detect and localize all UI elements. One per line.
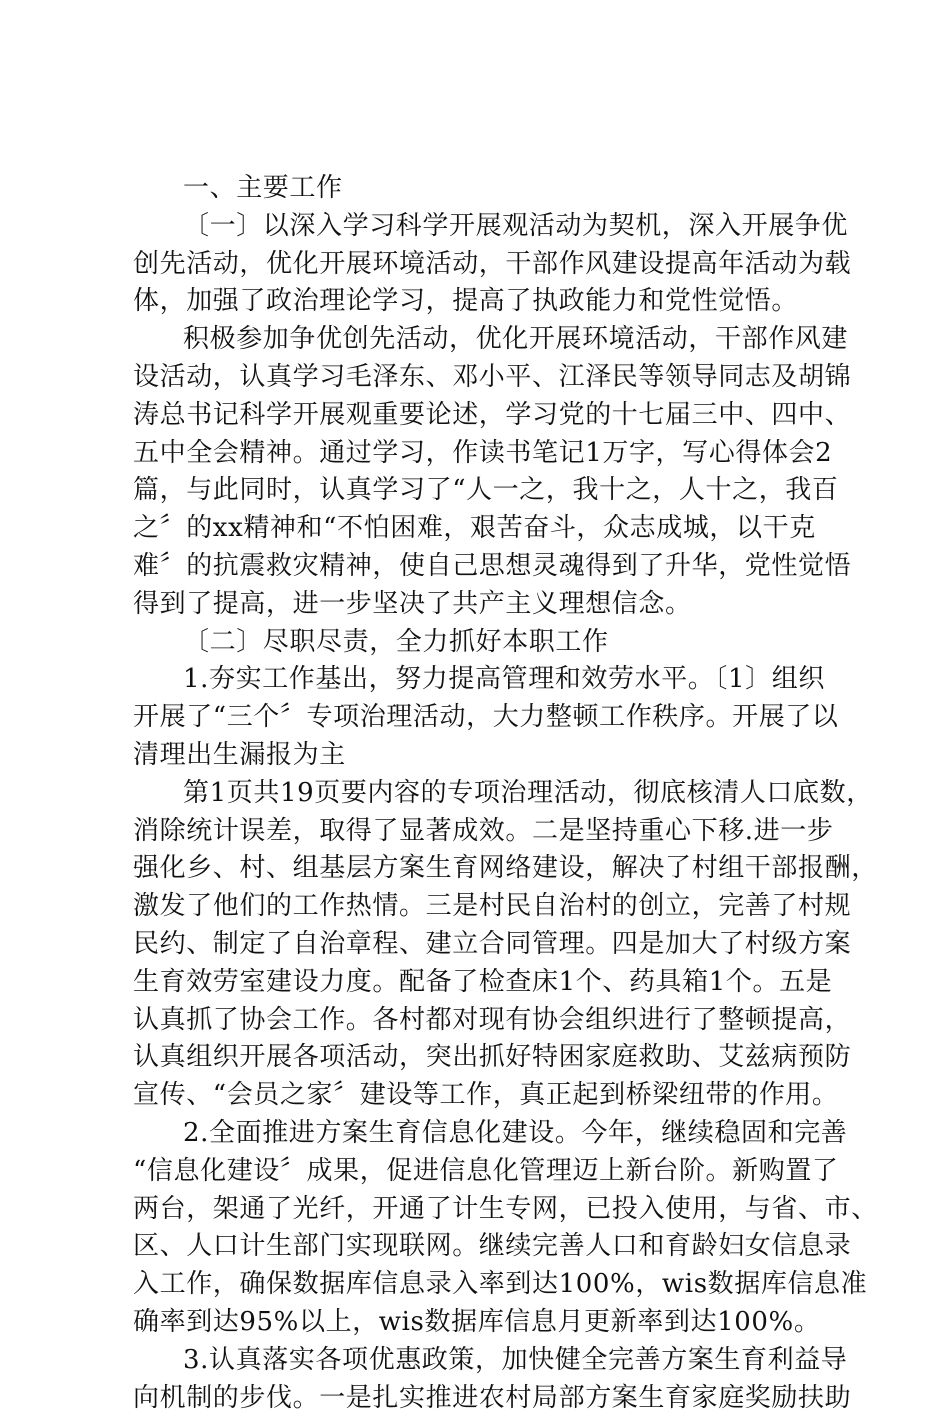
text-line: 确率到达95%以上，wis数据库信息月更新率到达100%。: [133, 1304, 833, 1342]
text-line: 之〞的xx精神和“不怕困难，艰苦奋斗，众志成城，以干克: [133, 510, 833, 548]
text-line: 〔二〕尽职尽责，全力抓好本职工作: [133, 624, 833, 662]
text-line: 第1页共19页要内容的专项治理活动，彻底核清人口底数，: [133, 775, 833, 813]
text-line: “信息化建设〞成果，促进信息化管理迈上新台阶。新购置了: [133, 1153, 833, 1191]
text-line: 认真抓了协会工作。各村都对现有协会组织进行了整顿提高，: [133, 1002, 833, 1040]
text-line: 体，加强了政治理论学习，提高了执政能力和党性觉悟。: [133, 283, 833, 321]
text-line: 一、主要工作: [133, 170, 833, 208]
text-line: 生育效劳室建设力度。配备了检查床1个、药具箱1个。五是: [133, 964, 833, 1002]
text-line: 清理出生漏报为主: [133, 737, 833, 775]
text-line: 篇，与此同时，认真学习了“人一之，我十之，人十之，我百: [133, 472, 833, 510]
text-line: 〔一〕以深入学习科学开展观活动为契机，深入开展争优: [133, 208, 833, 246]
document-body: [133, 170, 833, 1417]
text-line: 设活动，认真学习毛泽东、邓小平、江泽民等领导同志及胡锦: [133, 359, 833, 397]
text-line: 消除统计误差，取得了显著成效。二是坚持重心下移.进一步: [133, 813, 833, 851]
text-line: 五中全会精神。通过学习，作读书笔记1万字，写心得体会2: [133, 435, 833, 473]
text-line: 两台，架通了光纤，开通了计生专网，已投入使用，与省、市、: [133, 1191, 833, 1229]
text-line: 认真组织开展各项活动，突出抓好特困家庭救助、艾兹病预防: [133, 1039, 833, 1077]
text-line: 涛总书记科学开展观重要论述，学习党的十七届三中、四中、: [133, 397, 833, 435]
text-line: 激发了他们的工作热情。三是村民自治村的创立，完善了村规: [133, 888, 833, 926]
text-line: 强化乡、村、组基层方案生育网络建设，解决了村组干部报酬，: [133, 850, 833, 888]
text-line: 3.认真落实各项优惠政策，加快健全完善方案生育利益导: [133, 1342, 833, 1380]
text-line: 难〞的抗震救灾精神，使自己思想灵魂得到了升华，党性觉悟: [133, 548, 833, 586]
text-line: 得到了提高，进一步坚决了共产主义理想信念。: [133, 586, 833, 624]
text-line: 宣传、“会员之家〞建设等工作，真正起到桥梁纽带的作用。: [133, 1077, 833, 1115]
text-line: 2.全面推进方案生育信息化建设。今年，继续稳固和完善: [133, 1115, 833, 1153]
text-line: 积极参加争优创先活动，优化开展环境活动，干部作风建: [133, 321, 833, 359]
text-line: 开展了“三个〞专项治理活动，大力整顿工作秩序。开展了以: [133, 699, 833, 737]
text-line: 民约、制定了自治章程、建立合同管理。四是加大了村级方案: [133, 926, 833, 964]
text-line: 入工作，确保数据库信息录入率到达100%，wis数据库信息准: [133, 1266, 833, 1304]
text-line: 区、人口计生部门实现联网。继续完善人口和育龄妇女信息录: [133, 1228, 833, 1266]
text-line: 向机制的步伐。一是扎实推进农村局部方案生育家庭奖励扶助: [133, 1380, 833, 1417]
text-line: 1.夯实工作基出，努力提高管理和效劳水平。〔1〕组织: [133, 661, 833, 699]
text-line: 创先活动，优化开展环境活动，干部作风建设提高年活动为载: [133, 246, 833, 284]
